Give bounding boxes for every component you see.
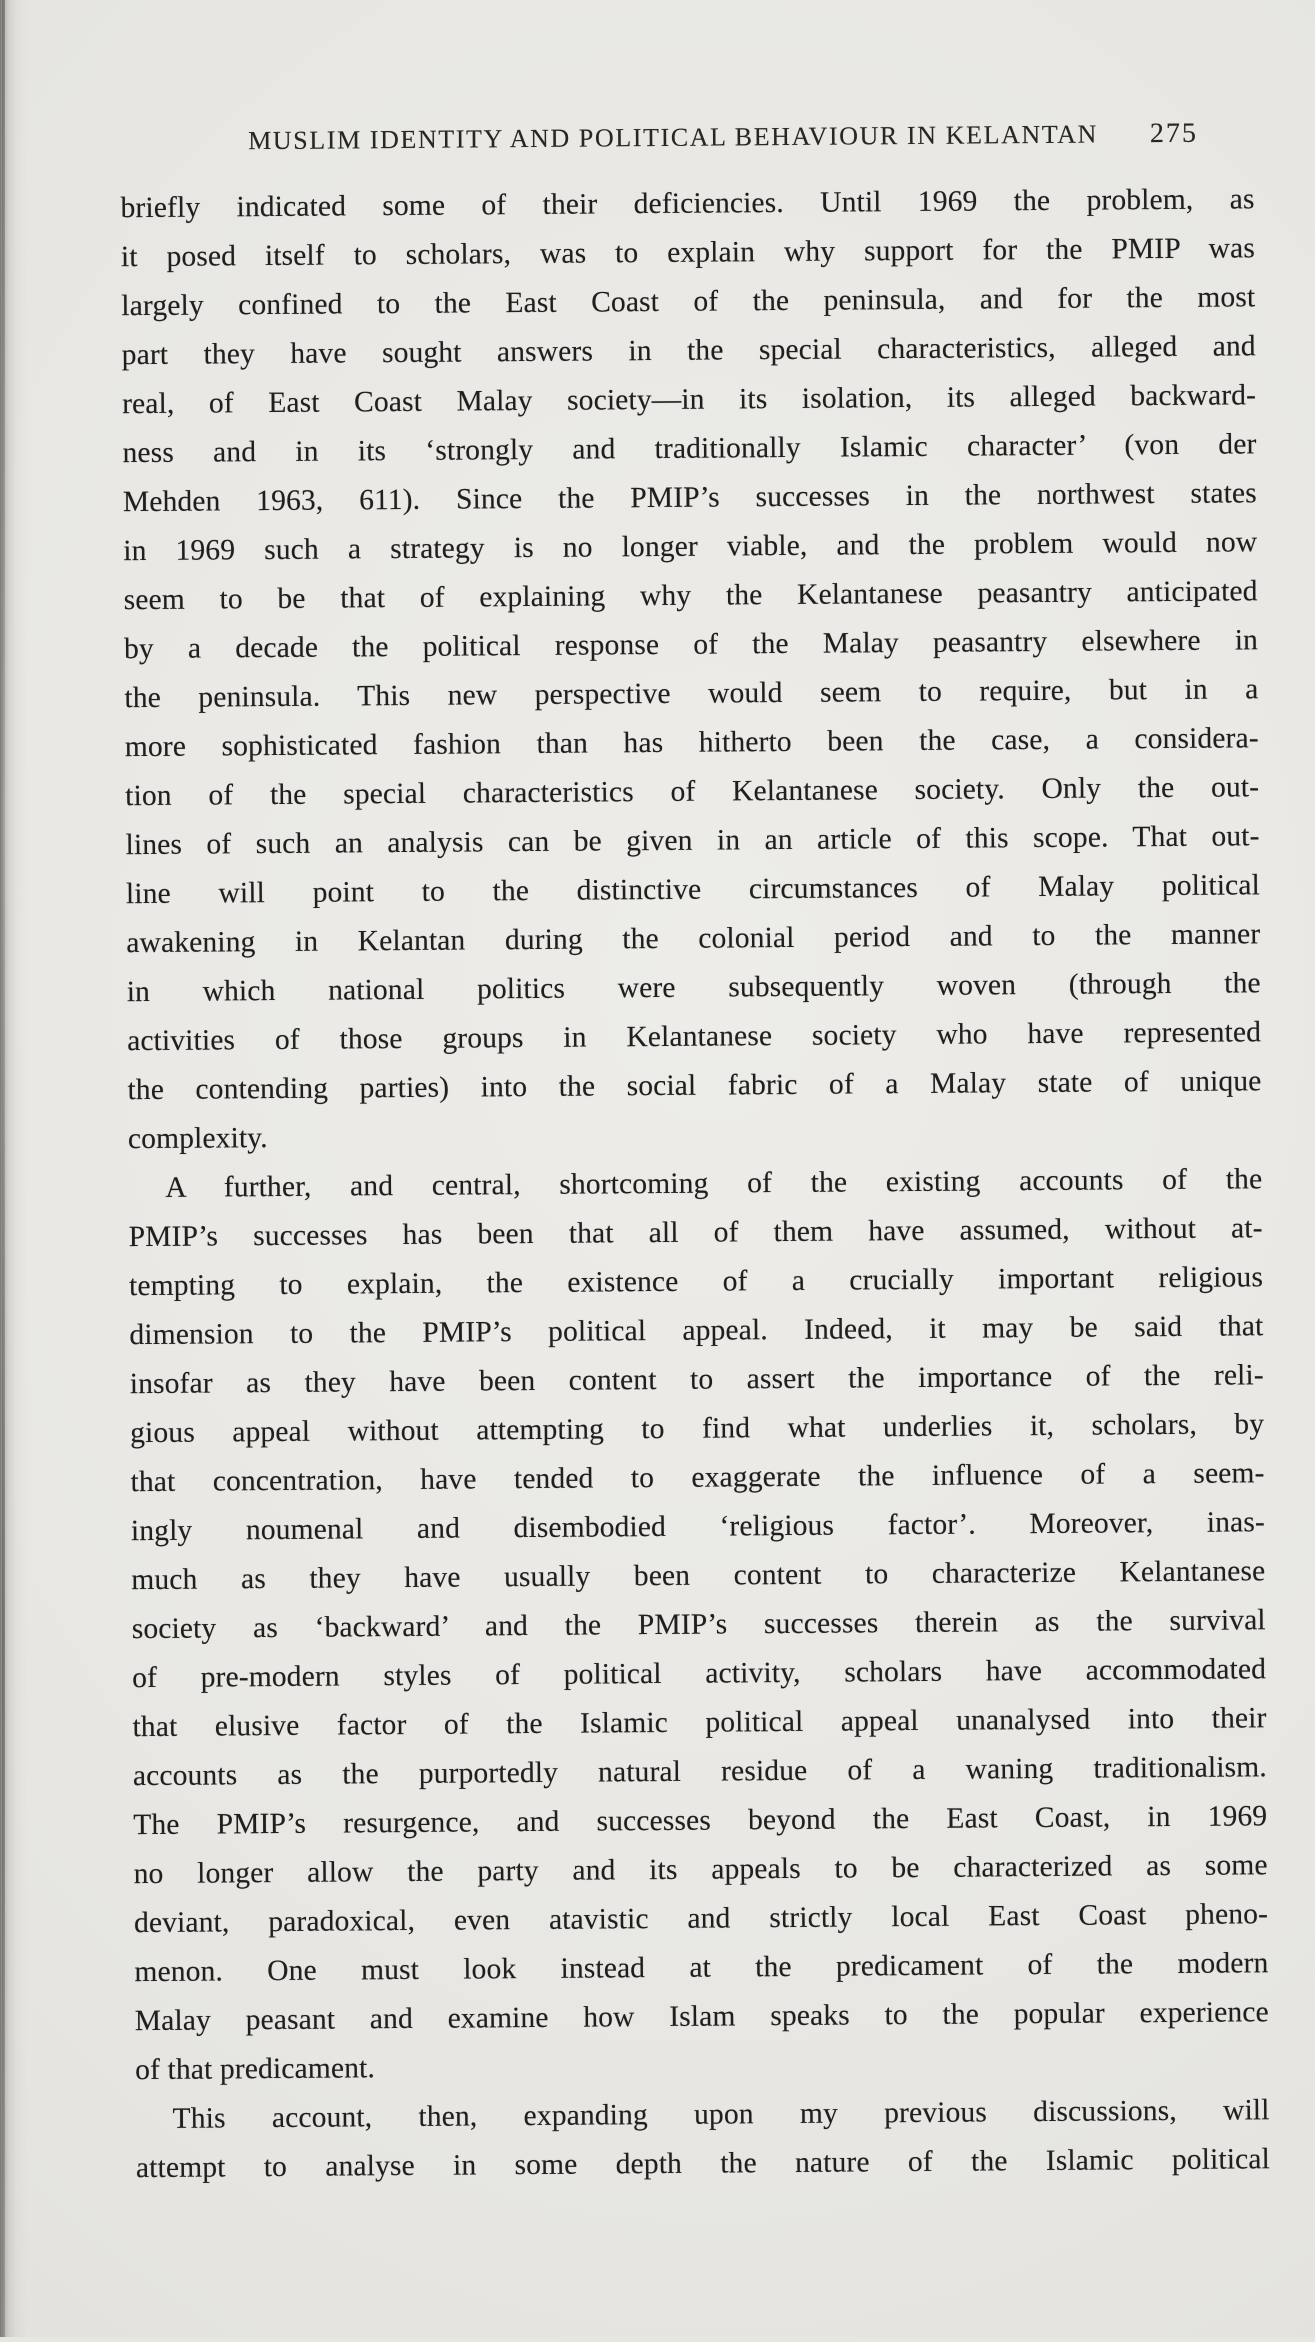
- text-line: of pre-modern styles of political activity, scholars have accommodated: [132, 1653, 1267, 1695]
- text-line: lines of such an analysis can be given in an article of this scope. That out-: [125, 820, 1260, 862]
- text-line: by a decade the political response of the Malay peasantry elsewhere in: [123, 624, 1259, 666]
- text-line: The PMIP’s resurgence, and successes beyond the East Coast, in 1969: [133, 1800, 1268, 1842]
- text-line: much as they have usually been content to characterize Kelantanese: [131, 1555, 1266, 1597]
- text-line: briefly indicated some of their deficiencies. Until 1969 the problem, as: [120, 183, 1255, 225]
- text-line: largely confined to the East Coast of the peninsula, and for the most: [121, 281, 1256, 323]
- text-line: that concentration, have tended to exaggerate the influence of a seem-: [130, 1457, 1265, 1499]
- text-line: in 1969 such a strategy is no longer viable, and the problem would now: [123, 526, 1258, 568]
- text-line: the peninsula. This new perspective would seem to require, but in a: [124, 673, 1259, 715]
- text-line: PMIP’s successes has been that all of them have assumed, without at-: [128, 1212, 1263, 1254]
- text-line: tion of the special characteristics of Kelantanese society. Only the out-: [125, 771, 1260, 813]
- text-line: of that predicament.: [135, 2052, 376, 2087]
- text-line: activities of those groups in Kelantanese society who have represented: [127, 1016, 1262, 1058]
- text-line: seem to be that of explaining why the Kelantanese peasantry anticipated: [123, 575, 1258, 617]
- text-line: dimension to the PMIP’s political appeal. Indeed, it may be said that: [129, 1310, 1264, 1352]
- text-line: complexity.: [127, 1122, 268, 1156]
- text-line: the contending parties) into the social fabric of a Malay state of unique: [127, 1065, 1262, 1107]
- text-line: insofar as they have been content to assert the importance of the reli-: [129, 1359, 1264, 1401]
- text-line: ness and in its ‘strongly and traditionally Islamic character’ (von der: [122, 428, 1257, 470]
- text-line: tempting to explain, the existence of a crucially important religious: [128, 1261, 1264, 1303]
- running-head-title: MUSLIM IDENTITY AND POLITICAL BEHAVIOUR IN KELANTAN: [248, 119, 1099, 156]
- text-line: society as ‘backward’ and the PMIP’s successes therein as the survival: [131, 1604, 1266, 1646]
- text-line: menon. One must look instead at the predicament of the modern: [134, 1947, 1269, 1989]
- body-text: [120, 175, 1270, 2193]
- text-line: This account, then, expanding upon my previous discussions, will: [172, 2094, 1270, 2135]
- text-line: that elusive factor of the Islamic political appeal unanalysed into their: [132, 1702, 1267, 1744]
- text-line: gious appeal without attempting to find what underlies it, scholars, by: [130, 1408, 1265, 1450]
- text-line: deviant, paradoxical, even atavistic and strictly local East Coast pheno-: [133, 1898, 1269, 1940]
- text-line: Mehden 1963, 611). Since the PMIP’s successes in the northwest states: [122, 477, 1257, 519]
- page-number: 275: [1149, 117, 1199, 150]
- text-line: more sophisticated fashion than has hitherto been the case, a considera-: [124, 722, 1259, 764]
- text-line: Malay peasant and examine how Islam speaks to the popular experience: [134, 1996, 1269, 2038]
- text-line: in which national politics were subsequently woven (through the: [126, 967, 1261, 1009]
- text-line: accounts as the purportedly natural residue of a waning traditionalism.: [132, 1751, 1267, 1793]
- running-head: [120, 117, 1290, 158]
- text-line: ingly noumenal and disembodied ‘religious factor’. Moreover, inas-: [130, 1506, 1266, 1548]
- text-line: real, of East Coast Malay society—in its isolation, its alleged backward-: [122, 379, 1257, 421]
- text-line: line will point to the distinctive circumstances of Malay political: [125, 869, 1261, 911]
- text-line: no longer allow the party and its appeals to be characterized as some: [133, 1849, 1268, 1891]
- text-line: attempt to analyse in some depth the nature of the Islamic political: [135, 2143, 1271, 2185]
- text-line: A further, and central, shortcoming of the existing accounts of the: [165, 1163, 1263, 1204]
- text-line: part they have sought answers in the special characteristics, alleged and: [121, 330, 1256, 372]
- text-line: it posed itself to scholars, was to explain why support for the PMIP was: [120, 232, 1256, 274]
- text-line: awakening in Kelantan during the colonial period and to the manner: [126, 918, 1261, 960]
